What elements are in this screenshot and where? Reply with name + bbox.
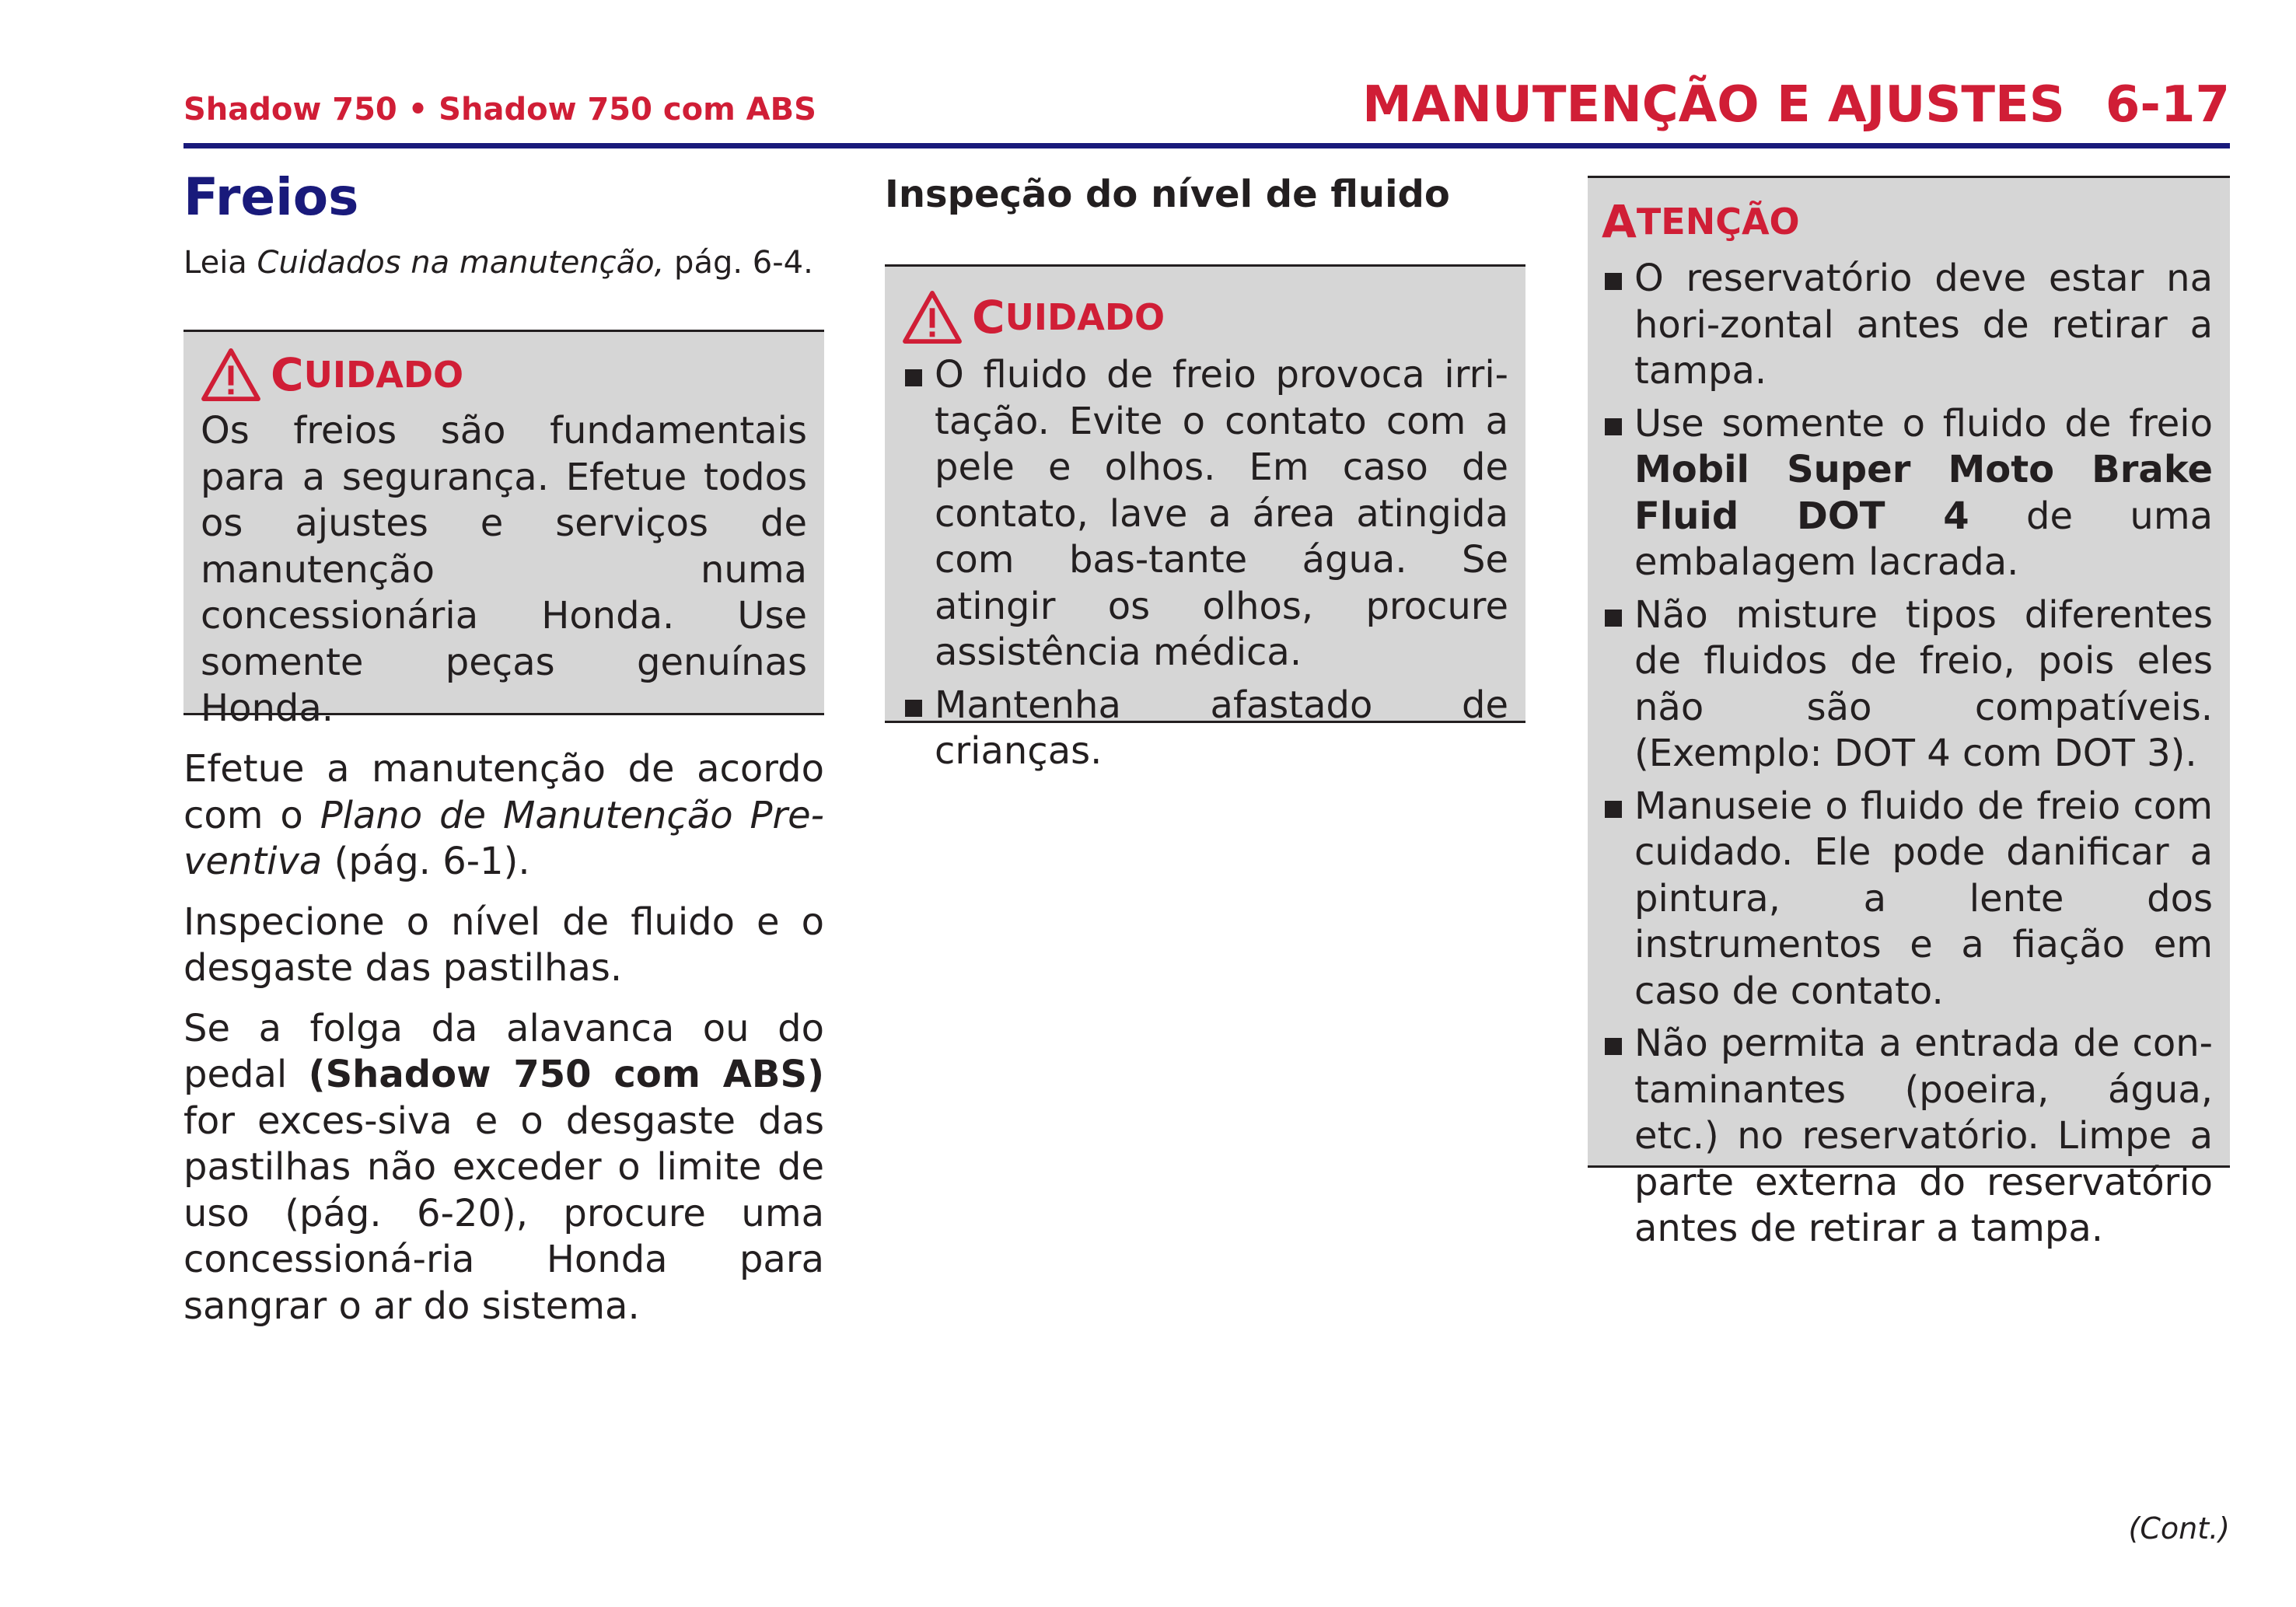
ref-italic: Cuidados na manutenção, <box>257 245 665 281</box>
p3-bold: (Shadow 750 com ABS) <box>308 1053 824 1096</box>
caution-title-initial: C <box>972 291 1005 344</box>
section-title: MANUTENÇÃO E AJUSTES <box>1362 76 2065 134</box>
square-bullet-icon <box>905 369 922 386</box>
list-item-text: Manuseie o fluido de freio com cuidado. Ele pode danificar a pintura, a lente dos instrumentos e a fiação em caso de contato. <box>1634 784 2213 1013</box>
caution-box-2 <box>885 264 1525 773</box>
caution-title <box>201 348 807 402</box>
list-item <box>1602 784 2213 1015</box>
ref-prefix: Leia <box>183 245 257 281</box>
list-item <box>1602 256 2213 395</box>
list-item <box>1602 592 2213 777</box>
paragraph-3 <box>183 1006 824 1330</box>
attention-box <box>1588 176 2230 1250</box>
attention-title <box>1602 195 2213 248</box>
list-item <box>902 352 1508 676</box>
column-1-body <box>183 746 824 1343</box>
header-section <box>1362 76 2230 134</box>
square-bullet-icon <box>1605 801 1622 818</box>
caution-title-rest: UIDADO <box>1005 296 1165 338</box>
p1-text-b: (pág. 6-1). <box>322 840 530 883</box>
list-item <box>902 683 1508 775</box>
caution-title <box>902 290 1508 344</box>
attention-title-rest: TENÇÃO <box>1636 201 1800 243</box>
warning-triangle-icon <box>201 348 261 402</box>
list-item-text: de uma embalagem lacrada. <box>1634 494 2214 584</box>
caution-title-rest: UIDADO <box>303 354 464 396</box>
ref-suffix: pág. 6-4. <box>664 245 813 281</box>
list-item <box>1602 401 2213 586</box>
list-item-text: Não misture tipos diferentes de fluidos de freio, pois eles não são compatíveis. (Exemplo: DOT 4 com DOT 3). <box>1634 592 2213 775</box>
list-item-text: Use somente o fluido de freio <box>1634 401 2213 445</box>
caution-list <box>902 352 1508 775</box>
square-bullet-icon <box>1605 610 1622 627</box>
list-item <box>1602 1021 2213 1252</box>
warning-triangle-icon <box>902 290 963 344</box>
p3-text-a: Se a folga da alavanca ou do pedal <box>183 1006 824 1096</box>
square-bullet-icon <box>1605 273 1622 290</box>
square-bullet-icon <box>1605 418 1622 435</box>
list-item-bold: Mobil Super Moto Brake Fluid DOT 4 <box>1634 448 2213 538</box>
section-heading: Freios <box>183 167 359 227</box>
header-rule <box>183 143 2230 148</box>
square-bullet-icon <box>905 700 922 717</box>
page-number: 6-17 <box>2105 76 2230 134</box>
paragraph-1 <box>183 746 824 886</box>
attention-title-initial: A <box>1602 195 1637 248</box>
list-item-text: O fluido de freio provoca irri-tação. Evite o contato com a pele e olhos. Em caso de contato, lave a área atingida com bas-tante água. Se atingir os olhos, procure assistência médica. <box>935 353 1508 674</box>
subsection-heading: Inspeção do nível de fluido <box>885 173 1450 216</box>
list-item-text: Não permita a entrada de con-taminantes (poeira, água, etc.) no reservatório. Limpe a parte externa do reservatório antes de retirar a tampa. <box>1634 1022 2213 1250</box>
p1-italic: Plano de Manutenção Pre-ventiva <box>183 793 825 883</box>
p1-text-a: Efetue a manutenção de acordo com o <box>183 747 824 837</box>
p3-text-b: for exces-siva e o desgaste das pastilhas não exceder o limite de uso (pág. 6-20), procure uma concessioná-ria Honda para sangrar o ar do sistema. <box>183 1099 824 1328</box>
reference-line <box>183 241 824 285</box>
continued-marker: (Cont.) <box>2128 1511 2230 1546</box>
square-bullet-icon <box>1605 1038 1622 1055</box>
caution-box-1 <box>183 330 824 730</box>
header-model: Shadow 750 • Shadow 750 com ABS <box>183 92 816 128</box>
caution-text: Os freios são fundamentais para a segurança. Efetue todos os ajustes e serviços de manutenção numa concessionária Honda. Use somente peças genuínas Honda. <box>201 409 807 730</box>
column-1 <box>183 166 824 285</box>
paragraph-2: Inspecione o nível de fluido e o desgaste das pastilhas. <box>183 900 824 990</box>
attention-list <box>1602 256 2213 1252</box>
caution-title-initial: C <box>271 348 304 401</box>
list-item-text: O reservatório deve estar na hori-zontal antes de retirar a tampa. <box>1634 257 2213 393</box>
list-item-text: Mantenha afastado de crianças. <box>935 683 1508 773</box>
